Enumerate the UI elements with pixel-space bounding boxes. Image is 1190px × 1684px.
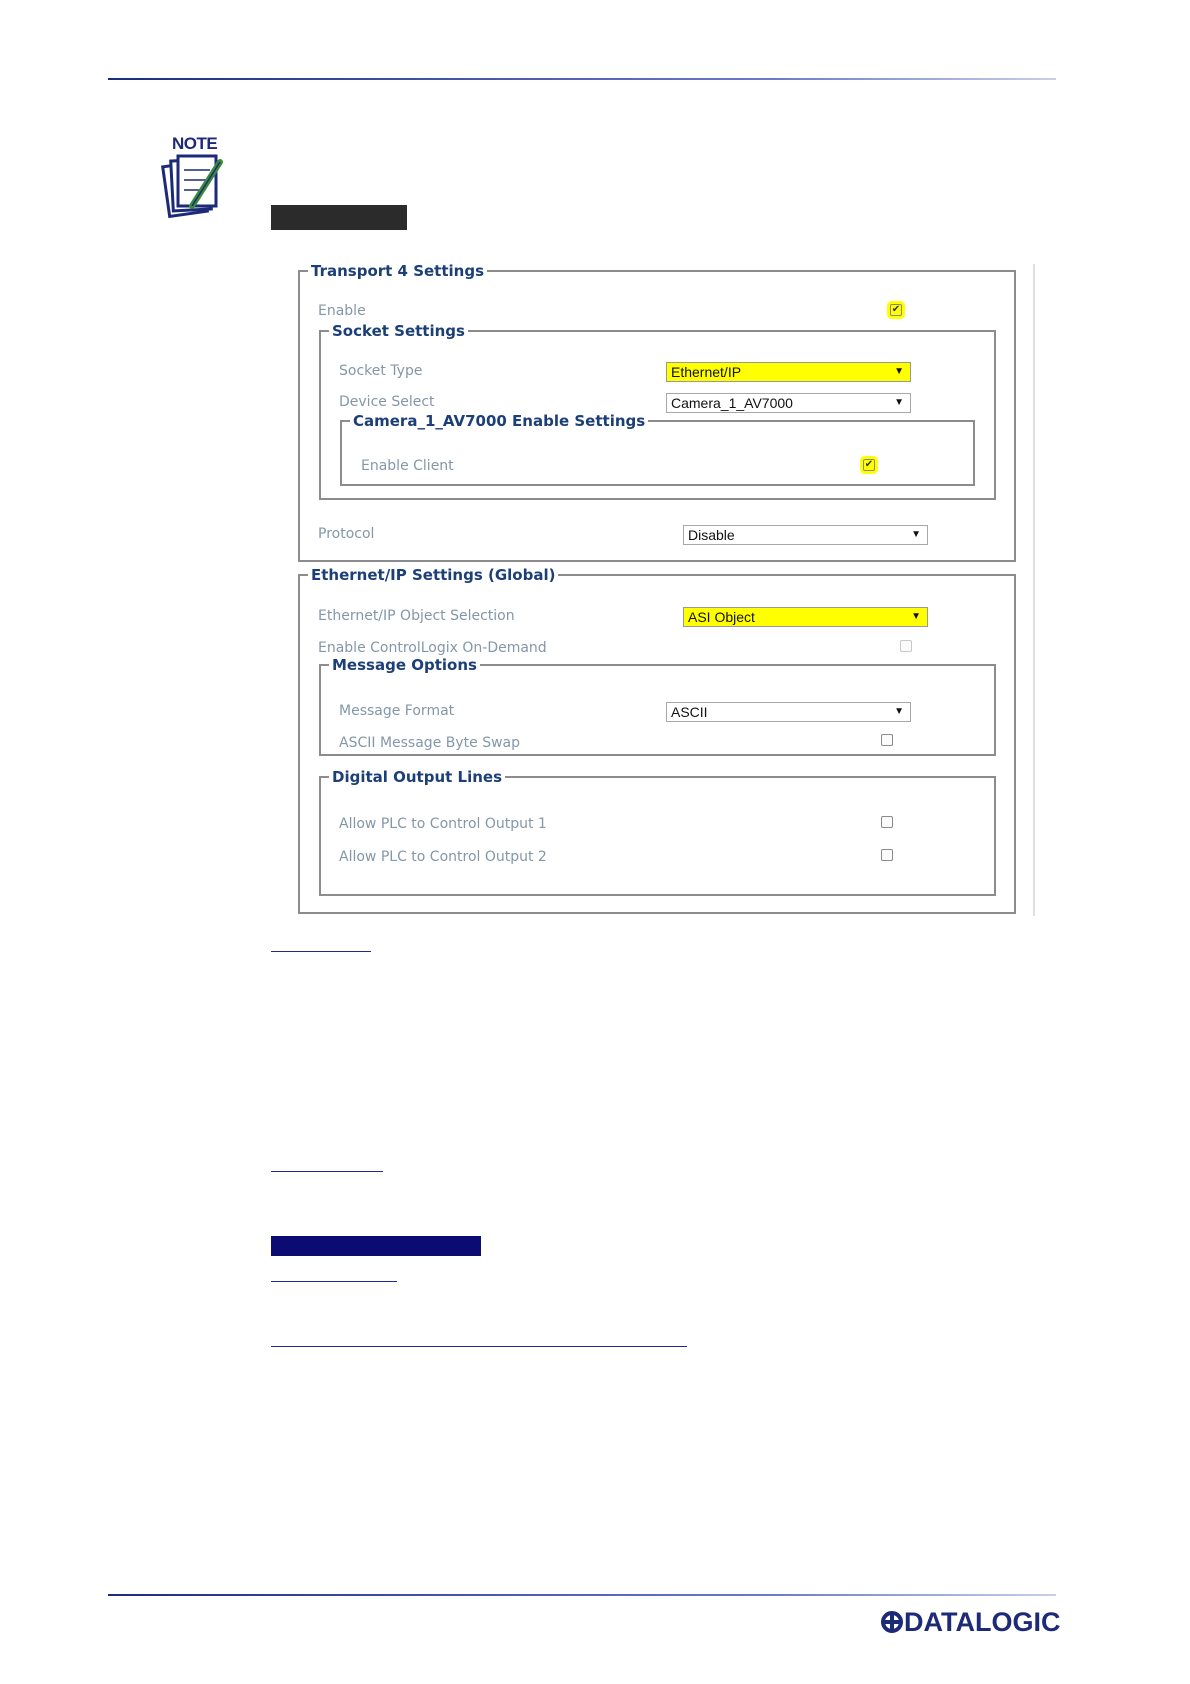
byte-swap-label: ASCII Message Byte Swap bbox=[339, 735, 521, 751]
redacted-highlight-bar bbox=[271, 1236, 481, 1256]
byte-swap-checkbox[interactable] bbox=[881, 734, 893, 746]
output2-checkbox[interactable] bbox=[881, 849, 893, 861]
socket-type-select[interactable] bbox=[666, 362, 911, 382]
redacted-heading-bar bbox=[271, 205, 407, 230]
chevron-down-icon: ▼ bbox=[911, 529, 921, 540]
chevron-down-icon: ▼ bbox=[894, 397, 904, 408]
controllogix-checkbox[interactable] bbox=[900, 640, 912, 652]
chevron-down-icon: ▼ bbox=[911, 611, 921, 622]
object-selection-label: Ethernet/IP Object Selection bbox=[318, 608, 515, 624]
link-underline[interactable] bbox=[271, 1346, 687, 1347]
link-underline[interactable] bbox=[271, 1281, 397, 1282]
datalogic-logo-icon bbox=[880, 1608, 904, 1636]
enable-label: Enable bbox=[318, 303, 366, 319]
device-select-label: Device Select bbox=[339, 394, 435, 410]
camera-enable-group bbox=[340, 412, 975, 486]
socket-settings-legend: Socket Settings bbox=[332, 322, 465, 340]
transport-settings-legend: Transport 4 Settings bbox=[311, 262, 485, 280]
protocol-select[interactable] bbox=[683, 525, 928, 545]
object-selection-value: ASI Object bbox=[688, 609, 755, 625]
footer-rule bbox=[108, 1594, 1056, 1596]
datalogic-wordmark: DATALOGIC bbox=[904, 1607, 1061, 1637]
enable-client-label: Enable Client bbox=[361, 458, 454, 474]
link-underline[interactable] bbox=[271, 1171, 383, 1172]
enable-client-checkbox[interactable]: ✔ bbox=[864, 459, 874, 470]
chevron-down-icon: ▼ bbox=[894, 706, 904, 717]
enable-checkbox[interactable]: ✔ bbox=[891, 304, 901, 315]
object-selection-select[interactable] bbox=[683, 607, 928, 627]
socket-type-value: Ethernet/IP bbox=[671, 364, 742, 380]
ethernet-settings-legend: Ethernet/IP Settings (Global) bbox=[311, 566, 556, 584]
header-rule bbox=[108, 78, 1056, 80]
message-format-label: Message Format bbox=[339, 703, 455, 719]
link-underline[interactable] bbox=[271, 951, 371, 952]
note-label: NOTE bbox=[172, 134, 218, 153]
settings-screenshot bbox=[290, 262, 1038, 918]
message-options-legend: Message Options bbox=[332, 656, 477, 674]
controllogix-label: Enable ControlLogix On-Demand bbox=[318, 640, 547, 656]
chevron-down-icon: ▼ bbox=[894, 366, 904, 377]
message-format-value: ASCII bbox=[671, 704, 708, 720]
socket-type-label: Socket Type bbox=[339, 363, 423, 379]
output1-checkbox[interactable] bbox=[881, 816, 893, 828]
output1-label: Allow PLC to Control Output 1 bbox=[339, 816, 547, 832]
output2-label: Allow PLC to Control Output 2 bbox=[339, 849, 547, 865]
protocol-value: Disable bbox=[688, 527, 735, 543]
digital-output-legend: Digital Output Lines bbox=[332, 768, 503, 786]
device-select-value: Camera_1_AV7000 bbox=[671, 395, 793, 411]
digital-output-group bbox=[319, 768, 996, 896]
message-format-select[interactable] bbox=[666, 702, 911, 722]
screenshot-edge bbox=[1033, 264, 1035, 916]
camera-enable-legend: Camera_1_AV7000 Enable Settings bbox=[353, 412, 646, 430]
protocol-label: Protocol bbox=[318, 526, 375, 542]
device-select[interactable] bbox=[666, 393, 911, 413]
